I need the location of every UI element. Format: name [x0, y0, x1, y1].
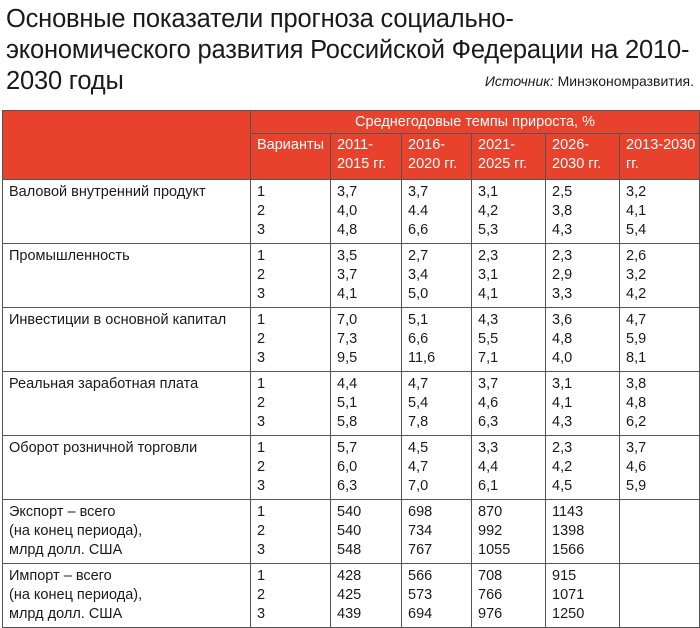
- value: 3,1: [478, 267, 499, 283]
- variant-number: 2: [257, 523, 266, 539]
- value: 4,6: [478, 395, 499, 411]
- table-row: [3, 500, 700, 564]
- value: 1055: [478, 542, 511, 558]
- value: 976: [478, 606, 503, 622]
- value: 4,4: [478, 459, 499, 475]
- value: 734: [408, 523, 433, 539]
- variant-number: 2: [257, 203, 266, 219]
- value: 548: [337, 542, 362, 558]
- value: 3,3: [478, 440, 499, 456]
- value: 767: [408, 542, 433, 558]
- value: 3,4: [408, 267, 429, 283]
- group-header: Среднегодовые темпы прироста, %: [251, 111, 700, 134]
- value-cell: [402, 564, 472, 628]
- source-value: Минэкономразвития.: [557, 73, 694, 89]
- source-note: [485, 72, 694, 90]
- value: 4,7: [626, 312, 647, 328]
- value: 5,7: [337, 440, 358, 456]
- value-cell: [620, 372, 700, 436]
- indicator-label: Импорт – всего: [9, 568, 112, 584]
- value: 5,5: [478, 331, 499, 347]
- value: 2,3: [552, 248, 573, 264]
- value: 4,1: [626, 203, 647, 219]
- value-cell: [472, 564, 546, 628]
- value: 6,2: [626, 414, 647, 430]
- value: 5,3: [478, 222, 499, 238]
- value: 1398: [552, 523, 585, 539]
- value-cell: [402, 244, 472, 308]
- value-cell: [546, 564, 620, 628]
- table-header: [3, 111, 700, 180]
- value: 698: [408, 504, 433, 520]
- value-cell: [472, 308, 546, 372]
- value: 2,6: [626, 248, 647, 264]
- variant-number: 2: [257, 267, 266, 283]
- value: 4,0: [552, 350, 573, 366]
- indicator-label: Экспорт – всего: [9, 504, 116, 520]
- value: 566: [408, 568, 433, 584]
- value-cell: [331, 500, 402, 564]
- indicator-label: Промышленность: [9, 248, 130, 264]
- value: 7,0: [337, 312, 358, 328]
- value: 1071: [552, 587, 585, 603]
- indicator-label: (на конец периода),: [9, 523, 143, 539]
- table-row: [3, 308, 700, 372]
- header-blank-cell: [3, 111, 251, 180]
- forecast-table: [2, 110, 700, 628]
- value: 2,7: [408, 248, 429, 264]
- value-cell: [472, 244, 546, 308]
- value: 3,7: [626, 440, 647, 456]
- value-cell: [620, 244, 700, 308]
- variant-cell: [251, 500, 331, 564]
- variant-number: 1: [257, 376, 266, 392]
- variant-number: 1: [257, 248, 266, 264]
- variant-cell: [251, 436, 331, 500]
- value: 915: [552, 568, 577, 584]
- value: 439: [337, 606, 362, 622]
- value-cell: [620, 180, 700, 244]
- value: 708: [478, 568, 503, 584]
- column-header-period: 2011-2015 гг.: [331, 134, 402, 180]
- value: [626, 567, 699, 586]
- value-cell: [472, 500, 546, 564]
- indicator-cell: [3, 372, 251, 436]
- value: 5,0: [408, 286, 429, 302]
- indicator-label: Инвестиции в основной капитал: [9, 312, 227, 328]
- variant-number: 2: [257, 587, 266, 603]
- variant-number: 2: [257, 395, 266, 411]
- variant-cell: [251, 244, 331, 308]
- indicator-label: млрд долл. США: [9, 606, 123, 622]
- page-title: Основные показатели прогноза социально-экономического развития Российской Федерации на 2010-2030 годы: [6, 5, 690, 95]
- value: 2,5: [552, 184, 573, 200]
- value: 5,9: [626, 331, 647, 347]
- value: 6,6: [408, 222, 429, 238]
- value-cell: [402, 436, 472, 500]
- value-cell: [546, 180, 620, 244]
- value-cell: [472, 180, 546, 244]
- variant-number: 3: [257, 478, 266, 494]
- variant-cell: [251, 564, 331, 628]
- variant-number: 3: [257, 606, 266, 622]
- value-cell: [331, 244, 402, 308]
- variant-number: 1: [257, 568, 266, 584]
- value-cell: [620, 500, 700, 564]
- variant-number: 3: [257, 286, 266, 302]
- value-cell: [402, 372, 472, 436]
- value: 3,2: [626, 184, 647, 200]
- variant-number: 3: [257, 350, 266, 366]
- value: 6,6: [408, 331, 429, 347]
- value: 3,7: [408, 184, 429, 200]
- value: 5,1: [408, 312, 429, 328]
- value: 4,1: [337, 286, 358, 302]
- value: 8,1: [626, 350, 647, 366]
- variant-number: 1: [257, 312, 266, 328]
- indicator-label: Оборот розничной торговли: [9, 440, 198, 456]
- indicator-cell: [3, 180, 251, 244]
- value: 3,1: [478, 184, 499, 200]
- value: 4,2: [478, 203, 499, 219]
- value-cell: [546, 372, 620, 436]
- value: 4.4: [408, 203, 429, 219]
- value-cell: [472, 372, 546, 436]
- column-header-period: 2021-2025 гг.: [472, 134, 546, 180]
- value: 992: [478, 523, 503, 539]
- value: 3,5: [337, 248, 358, 264]
- value: 870: [478, 504, 503, 520]
- value: 4,4: [337, 376, 358, 392]
- value: 573: [408, 587, 433, 603]
- value: 4,3: [552, 222, 573, 238]
- value: 4,7: [408, 376, 429, 392]
- value: 1143: [552, 504, 584, 520]
- value: 3,8: [552, 203, 573, 219]
- value: [626, 605, 699, 624]
- value: 4,5: [552, 478, 573, 494]
- value-cell: [546, 500, 620, 564]
- table-body: [3, 180, 700, 628]
- value-cell: [331, 180, 402, 244]
- indicator-cell: [3, 436, 251, 500]
- value-cell: [546, 244, 620, 308]
- value: 3,8: [626, 376, 647, 392]
- indicator-cell: [3, 244, 251, 308]
- value: 7,0: [408, 478, 429, 494]
- indicator-cell: [3, 308, 251, 372]
- value-cell: [331, 372, 402, 436]
- value: [626, 541, 699, 560]
- value: 4,6: [626, 459, 647, 475]
- value: 1250: [552, 606, 585, 622]
- value: 4,8: [337, 222, 358, 238]
- table-row: [3, 372, 700, 436]
- column-header-period: 2013-2030 гг.: [620, 134, 700, 180]
- value: 3,2: [626, 267, 647, 283]
- table-row: [3, 564, 700, 628]
- value: 3,1: [552, 376, 573, 392]
- value: 4,8: [552, 331, 573, 347]
- value: 428: [337, 568, 362, 584]
- indicator-cell: [3, 500, 251, 564]
- value: 425: [337, 587, 362, 603]
- variant-number: 2: [257, 459, 266, 475]
- column-header-period: 2026-2030 гг.: [546, 134, 620, 180]
- value: 4,5: [408, 440, 429, 456]
- value-cell: [546, 436, 620, 500]
- variant-cell: [251, 180, 331, 244]
- value: 1566: [552, 542, 585, 558]
- variant-number: 1: [257, 184, 266, 200]
- value-cell: [331, 308, 402, 372]
- value: 6,3: [478, 414, 499, 430]
- value: 4,1: [552, 395, 573, 411]
- column-header-period: 2016-2020 гг.: [402, 134, 472, 180]
- value: 6,0: [337, 459, 358, 475]
- value: [626, 586, 699, 605]
- column-header-variants: Варианты: [251, 134, 331, 180]
- value: 3,3: [552, 286, 573, 302]
- variant-number: 1: [257, 440, 266, 456]
- indicator-cell: [3, 564, 251, 628]
- value: 3,7: [337, 267, 358, 283]
- variant-number: 3: [257, 222, 266, 238]
- value: 4,8: [626, 395, 647, 411]
- table-row: [3, 180, 700, 244]
- value: 7,8: [408, 414, 429, 430]
- value: 4,3: [478, 312, 499, 328]
- value: 540: [337, 504, 362, 520]
- value: 5,4: [626, 222, 647, 238]
- value: 4,0: [337, 203, 358, 219]
- value-cell: [331, 564, 402, 628]
- value: 5,9: [626, 478, 647, 494]
- value: 5,4: [408, 395, 429, 411]
- variant-number: 3: [257, 414, 266, 430]
- source-label: Источник:: [484, 73, 554, 89]
- value: 4,7: [408, 459, 429, 475]
- table-row: [3, 436, 700, 500]
- value: 766: [478, 587, 503, 603]
- value: 3,6: [552, 312, 573, 328]
- value: 4,2: [626, 286, 647, 302]
- value-cell: [620, 436, 700, 500]
- value-cell: [546, 308, 620, 372]
- value: [626, 522, 699, 541]
- value: 4,3: [552, 414, 573, 430]
- table-row: [3, 244, 700, 308]
- value: [626, 503, 699, 522]
- variant-number: 2: [257, 331, 266, 347]
- value: 5,8: [337, 414, 358, 430]
- value: 3,7: [478, 376, 499, 392]
- value: 11,6: [408, 350, 436, 366]
- variant-cell: [251, 308, 331, 372]
- variant-cell: [251, 372, 331, 436]
- value: 2,3: [478, 248, 499, 264]
- value: 694: [408, 606, 433, 622]
- value-cell: [402, 500, 472, 564]
- indicator-label: Реальная заработная плата: [9, 376, 199, 392]
- value: 9,5: [337, 350, 358, 366]
- variant-number: 3: [257, 542, 266, 558]
- value-cell: [472, 436, 546, 500]
- value: 6,3: [337, 478, 358, 494]
- value: 540: [337, 523, 362, 539]
- value-cell: [331, 436, 402, 500]
- value: 2,3: [552, 440, 573, 456]
- value: 7,1: [478, 350, 499, 366]
- indicator-label: млрд долл. США: [9, 542, 123, 558]
- value: 4,1: [478, 286, 499, 302]
- value: 2,9: [552, 267, 573, 283]
- indicator-label: Валовой внутренний продукт: [9, 184, 206, 200]
- value-cell: [620, 564, 700, 628]
- value-cell: [402, 308, 472, 372]
- value: 3,7: [337, 184, 358, 200]
- value: 6,1: [478, 478, 499, 494]
- value: 7,3: [337, 331, 358, 347]
- value-cell: [402, 180, 472, 244]
- variant-number: 1: [257, 504, 266, 520]
- indicator-label: (на конец периода),: [9, 587, 143, 603]
- value: 4,2: [552, 459, 573, 475]
- value: 5,1: [337, 395, 358, 411]
- value-cell: [620, 308, 700, 372]
